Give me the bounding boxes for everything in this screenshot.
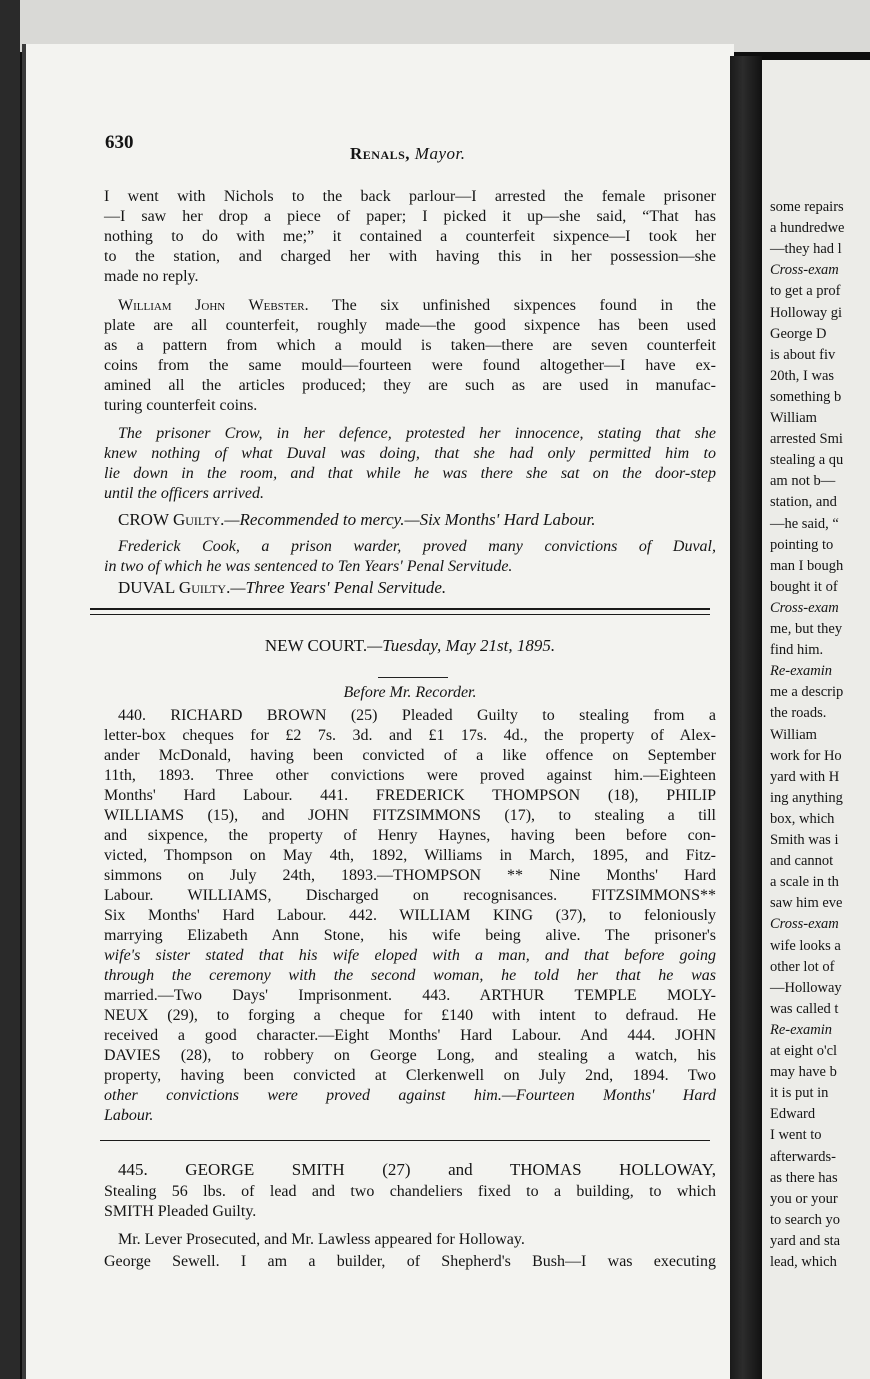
verdict-name: CROW [118,510,169,529]
right-page-line: box, which [770,810,835,827]
verdict-guilty: Guilty. [178,578,231,597]
warder-line: Frederick Cook, a prison warder, proved many convictions of Duval, [118,538,716,555]
right-page-line: and cannot [770,853,834,870]
verdict-duval [118,578,716,598]
case-line: letter-box cheques for £2 7s. 3d. and £1 17s. 4d., the property of Alex- [104,727,716,744]
right-page-line: is about fiv [770,346,836,363]
text-line: —I saw her drop a piece of paper; I picked it up—she said, “That has [104,208,716,225]
right-page-line: to search yo [770,1211,841,1228]
right-page-line: stealing a qu [770,452,844,469]
case-line: WILLIAMS (15), and JOHN FITZSIMMONS (17), to stealing a till [104,807,716,824]
case-line: Six Months' Hard Labour. 442. WILLIAM KING (37), to feloniously [104,907,716,924]
text-line: as a pattern from which a mould is taken—there are seven counterfeit [104,337,716,354]
defence-line: until the officers arrived. [104,485,264,502]
right-page-line: Re-examin [770,663,832,680]
witness-name: William John Webster. [118,297,309,314]
right-page-line: I went to [770,1127,822,1144]
case-line: simmons on July 24th, 1893.—THOMPSON ** Nine Months' Hard [104,867,716,884]
running-head [350,144,466,164]
right-page-line: afterwards- [770,1148,837,1165]
right-page-line: the roads. [770,705,827,722]
right-page-line: man I bough [770,557,844,574]
right-page-line: —he said, “ [770,515,839,532]
right-page-line: Re-examin [770,1021,832,1038]
right-page-line: a scale in th [770,874,839,891]
right-page-line: Smith was i [770,832,839,848]
text-line: turing counterfeit coins. [104,397,258,414]
right-page-line: to get a prof [770,283,841,300]
case-line: Labour. WILLIAMS, Discharged on recognisances. FITZSIMMONS** [104,887,716,904]
case-line: through the ceremony with the second woman, he told her that he was [104,967,716,984]
case-line: other convictions were proved against him.—Fourteen Months' Hard [104,1087,716,1104]
witness-line [118,296,716,316]
right-page-line: yard with H [770,768,840,785]
case-line: 11th, 1893. Three other convictions were proved against him.—Eighteen [104,767,716,784]
scan-left-margin [0,0,20,1379]
right-page-line: William [770,410,817,426]
defence-line: The prisoner Crow, in her defence, protested her innocence, stating that she [118,425,716,442]
section-rule [90,608,710,610]
case-line: marrying Elizabeth Ann Stone, his wife being alive. The prisoner's [104,927,716,944]
verdict-crow [118,510,716,530]
right-page-line: it is put in [770,1085,829,1102]
section-rule [90,614,710,615]
right-page-line: other lot of [770,958,835,975]
verdict-sentence: —Three Years' Penal Servitude. [230,578,447,597]
text-line: to the station, and charged her with having this in her possession—she [104,248,716,265]
case-line: married.—Two Days' Imprisonment. 443. ARTHUR TEMPLE MOLY- [104,987,716,1004]
right-page-line: Holloway gi [770,304,843,321]
before-recorder: Before Mr. Recorder. [343,684,477,701]
text-line: nothing to do with me;” it contained a counterfeit sixpence—I took her [104,228,716,245]
right-page-line: —they had l [770,241,842,258]
warder-line: in two of which he was sentenced to Ten Years' Penal Servitude. [104,558,513,575]
counsel-line: Mr. Lever Prosecuted, and Mr. Lawless appeared for Holloway. [118,1231,525,1248]
right-page-line: am not b— [770,473,836,490]
right-page-line: a hundredwe [770,220,845,237]
defence-line: knew nothing of what Duval was doing, that she had only permitted him to [104,445,716,462]
right-page-line: at eight o'cl [770,1043,838,1059]
verdict-sentence: —Recommended to mercy.—Six Months' Hard Labour. [224,510,596,529]
case-line: DAVIES (28), to robbery on George Long, and stealing a watch, his [104,1047,716,1064]
right-page-line: ing anything [770,789,843,806]
case-line: Months' Hard Labour. 441. FREDERICK THOMPSON (18), PHILIP [104,787,716,804]
right-page-line: me, but they [770,621,843,637]
case-rule [100,1140,710,1141]
case445-line: SMITH Pleaded Guilty. [104,1203,257,1220]
right-page-line: William [770,726,817,743]
right-page-line: Edward [770,1106,816,1123]
right-page-line: lead, which [770,1254,837,1270]
right-book-page [762,60,870,1379]
case445-line: Stealing 56 lbs. of lead and two chandeliers fixed to a building, to which [104,1183,716,1200]
right-page-line: Cross-exam [770,262,839,279]
right-page-line: as there has [770,1169,838,1186]
right-page-line: Cross-exam [770,599,839,616]
right-page-line: station, and [770,494,837,511]
court-name: NEW COURT. [264,636,368,655]
book-gutter [730,56,762,1379]
right-page-line: pointing to [770,536,834,553]
verdict-guilty: Guilty. [172,510,225,529]
case-line: wife's sister stated that his wife eloped with a man, and that before going [104,947,716,964]
case-line: ander McDonald, having been convicted of a like offence on September [104,747,716,764]
right-page-line: Cross-exam [770,916,839,933]
verdict-name: DUVAL [118,578,175,597]
right-page-line: —Holloway [770,979,842,996]
right-page-line: George D [770,325,827,342]
running-head-name: Renals, [350,144,411,163]
right-page-line: arrested Smi [770,431,843,448]
right-page-line: saw him eve [770,895,843,912]
right-page-line: some repairs [770,199,844,215]
court-date: —Tuesday, May 21st, 1895. [367,636,556,655]
page-number: 630 [105,132,134,153]
witness-sewell-line: George Sewell. I am a builder, of Shepherd's Bush—I was executing [104,1253,716,1270]
case-line: property, having been convicted at Clerkenwell on July 2nd, 1894. Two [104,1067,716,1084]
right-page-line: me a descrip [770,684,844,701]
text-line: plate are all counterfeit, roughly made—the good sixpence has been used [104,317,716,334]
running-head-title: Mayor. [414,144,466,163]
right-page-line: something b [770,388,842,405]
text-line: amined all the articles produced; they are such as are used in manufac- [104,377,716,394]
case-line: 440. RICHARD BROWN (25) Pleaded Guilty to stealing from a [118,707,716,724]
text-line: made no reply. [104,268,199,285]
right-page-line: bought it of [770,578,838,595]
case-line: Labour. [104,1107,154,1124]
case-line: received a good character.—Eight Months' Hard Labour. And 444. JOHN [104,1027,716,1044]
text-line: I went with Nichols to the back parlour—I arrested the female prisoner [104,188,716,205]
right-page-line: you or your [770,1190,838,1207]
case-line: victed, Thompson on May 4th, 1892, Williams in March, 1895, and Fitz- [104,847,716,864]
case445-line: 445. GEORGE SMITH (27) and THOMAS HOLLOWAY, [118,1160,716,1179]
case-line: and sixpence, the property of Henry Haynes, having been before con- [104,827,716,844]
right-page-line: may have b [770,1064,837,1081]
right-page-line: find him. [770,642,824,659]
court-heading [104,636,716,656]
text-line: coins from the same mould—fourteen were found altogether—I have ex- [104,357,716,374]
right-page-line: was called t [770,1000,839,1017]
right-page-line: yard and sta [770,1232,841,1249]
right-page-line: 20th, I was [770,367,835,384]
right-page-line: work for Ho [770,747,842,764]
defence-line: lie down in the room, and that while he was there she sat on the door-step [104,465,716,482]
witness-text: The six unfinished sixpences found in the [331,297,716,314]
right-page-line: wife looks a [770,937,841,954]
case-line: NEUX (29), to forging a cheque for £140 with intent to defraud. He [104,1007,716,1024]
heading-rule [378,677,448,678]
